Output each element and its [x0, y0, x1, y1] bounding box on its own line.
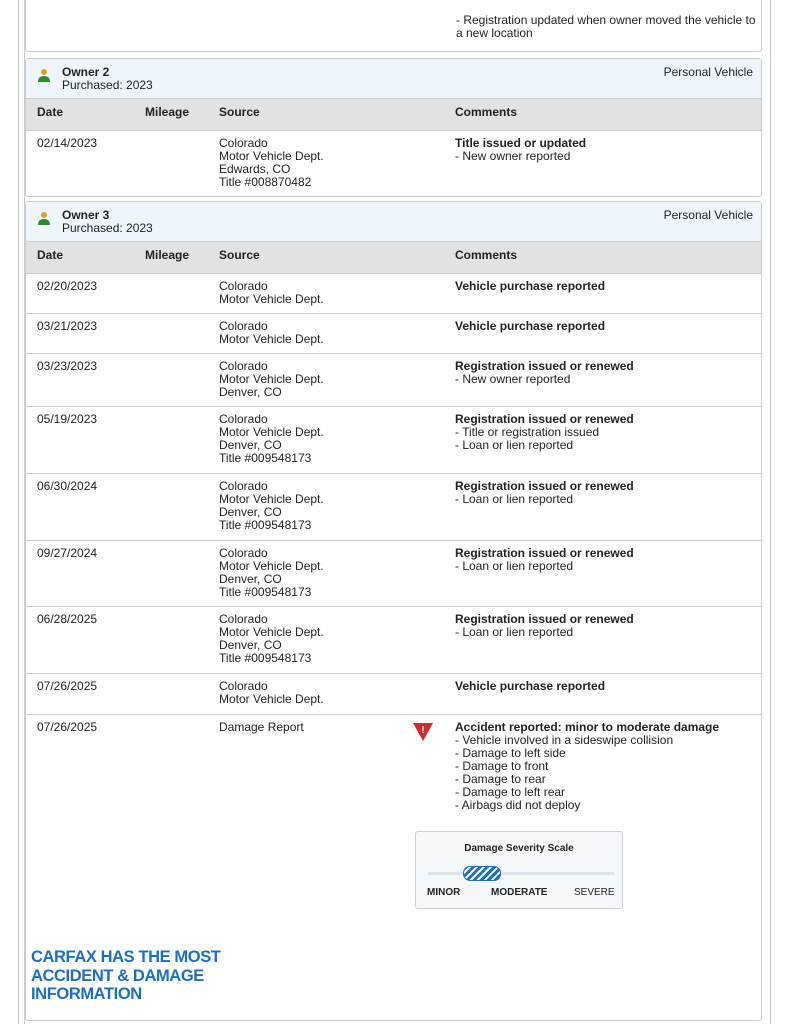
row-comments — [455, 547, 634, 573]
row-source — [219, 137, 324, 189]
table-row — [26, 607, 761, 674]
table-header — [26, 99, 761, 131]
comment-detail: - Loan or lien reported — [455, 559, 574, 573]
table-header — [26, 242, 761, 274]
comment-title: Title issued or updated — [455, 136, 587, 150]
source-line: Motor Vehicle Dept. — [219, 425, 324, 439]
source-line: Colorado — [219, 412, 268, 426]
source-line: Colorado — [219, 612, 268, 626]
previous-owner-card-end — [25, 0, 762, 52]
header-date: Date — [37, 105, 64, 119]
owner-vehicle-type: Personal Vehicle — [663, 208, 753, 222]
row-source — [219, 547, 324, 599]
comment-detail: - Damage to front — [455, 759, 549, 773]
owner-vehicle-type: Personal Vehicle — [663, 65, 753, 79]
comment-title: Vehicle purchase reported — [455, 319, 606, 333]
row-source — [219, 320, 324, 346]
source-line: Title #009548173 — [219, 518, 312, 532]
source-line: Denver, CO — [219, 638, 282, 652]
row-comments — [455, 613, 634, 639]
table-row — [26, 474, 761, 541]
header-comments: Comments — [455, 248, 518, 262]
row-comments — [455, 680, 605, 693]
source-line: Colorado — [219, 136, 268, 150]
header-mileage: Mileage — [145, 105, 190, 119]
comment-title: Registration issued or renewed — [455, 412, 634, 426]
svg-text:!: ! — [421, 725, 425, 736]
row-comments — [455, 360, 634, 386]
comment-title: Registration issued or renewed — [455, 479, 634, 493]
comment-detail: - Loan or lien reported — [455, 492, 574, 506]
person-icon — [37, 68, 51, 82]
previous-comment-detail: - Registration updated when owner moved the vehicle to a new location — [456, 13, 756, 40]
row-comments — [455, 137, 586, 163]
table-row — [26, 407, 761, 474]
table-row — [26, 354, 761, 407]
row-date: 03/23/2023 — [37, 359, 98, 373]
owner-purchased: Purchased: 2023 — [62, 221, 153, 235]
table-row — [26, 674, 761, 715]
comment-detail: - Title or registration issued — [455, 425, 600, 439]
comment-detail: - Damage to left rear — [455, 785, 566, 799]
row-date: 06/30/2024 — [37, 479, 98, 493]
comment-detail: - Airbags did not deploy — [455, 798, 581, 812]
source-line: Motor Vehicle Dept. — [219, 559, 324, 573]
source-line: Colorado — [219, 479, 268, 493]
person-icon — [37, 211, 51, 225]
comment-title: Registration issued or renewed — [455, 546, 634, 560]
comment-detail: - New owner reported — [455, 149, 571, 163]
owner-header — [26, 59, 761, 99]
row-date: 03/21/2023 — [37, 319, 98, 333]
comment-title: Accident reported: minor to moderate damage — [455, 720, 720, 734]
header-date: Date — [37, 248, 64, 262]
row-date: 02/20/2023 — [37, 279, 98, 293]
row-comments — [455, 721, 719, 812]
table-row — [26, 131, 761, 196]
owner-name: Owner 3 — [62, 208, 110, 222]
comment-detail: - Vehicle involved in a sideswipe collision — [455, 733, 674, 747]
row-source — [219, 613, 324, 665]
row-comments — [455, 480, 634, 506]
source-line: Colorado — [219, 679, 268, 693]
source-line: Colorado — [219, 319, 268, 333]
owner-name: Owner 2 — [62, 65, 110, 79]
source-line: Motor Vehicle Dept. — [219, 492, 324, 506]
row-source — [219, 280, 324, 306]
source-line: Colorado — [219, 546, 268, 560]
severity-track — [428, 872, 614, 875]
header-source: Source — [219, 105, 260, 119]
severity-title: Damage Severity Scale — [464, 843, 574, 854]
table-row — [26, 274, 761, 314]
source-line: Denver, CO — [219, 572, 282, 586]
source-line: Colorado — [219, 279, 268, 293]
damage-severity-scale — [415, 831, 623, 909]
severity-label-minor: MINOR — [427, 887, 461, 898]
row-date: 05/19/2023 — [37, 412, 98, 426]
source-line: Motor Vehicle Dept. — [219, 292, 324, 306]
owner-purchased: Purchased: 2023 — [62, 78, 153, 92]
row-date: 07/26/2025 — [37, 679, 98, 693]
row-date: 09/27/2024 — [37, 546, 98, 560]
source-line: Edwards, CO — [219, 162, 291, 176]
comment-detail: - Damage to rear — [455, 772, 546, 786]
comment-detail: - Loan or lien reported — [455, 438, 574, 452]
header-comments: Comments — [455, 105, 518, 119]
owner-2-card — [25, 58, 762, 197]
comment-detail: - Loan or lien reported — [455, 625, 574, 639]
owner-3-rows — [26, 274, 761, 1033]
row-comments — [455, 280, 605, 293]
source-line: Denver, CO — [219, 385, 282, 399]
header-mileage: Mileage — [145, 248, 190, 262]
right-border-line — [770, 0, 771, 1024]
source-line: Motor Vehicle Dept. — [219, 625, 324, 639]
comment-detail: - New owner reported — [455, 372, 571, 386]
source-line: Motor Vehicle Dept. — [219, 332, 324, 346]
row-source — [219, 413, 324, 465]
table-row — [26, 541, 761, 607]
left-border-line — [18, 0, 19, 1024]
promo-headline: CARFAX HAS THE MOST ACCIDENT & DAMAGE INFORMATION — [31, 948, 221, 1003]
comment-title: Vehicle purchase reported — [455, 679, 606, 693]
comment-title: Registration issued or renewed — [455, 612, 634, 626]
source-line: Colorado — [219, 359, 268, 373]
source-line: Motor Vehicle Dept. — [219, 692, 324, 706]
source-line: Title #009548173 — [219, 585, 312, 599]
severity-indicator — [463, 866, 501, 881]
row-source — [219, 680, 324, 706]
row-source — [219, 480, 324, 532]
row-date: 07/26/2025 — [37, 720, 98, 734]
source-line: Title #009548173 — [219, 451, 312, 465]
comment-title: Registration issued or renewed — [455, 359, 634, 373]
source-line: Damage Report — [219, 720, 304, 734]
row-source — [219, 360, 324, 399]
header-source: Source — [219, 248, 260, 262]
severity-label-severe: SEVERE — [574, 887, 615, 898]
source-line: Title #008870482 — [219, 175, 312, 189]
table-row — [26, 314, 761, 354]
comment-title: Vehicle purchase reported — [455, 279, 606, 293]
owner-header — [26, 202, 761, 242]
owner-3-card — [25, 201, 762, 1021]
source-line: Denver, CO — [219, 438, 282, 452]
severity-label-moderate: MODERATE — [491, 887, 548, 898]
row-comments — [455, 413, 634, 452]
warning-triangle-icon — [412, 722, 434, 742]
row-comments — [455, 320, 605, 333]
row-source — [219, 721, 304, 734]
row-date: 06/28/2025 — [37, 612, 98, 626]
source-line: Motor Vehicle Dept. — [219, 149, 324, 163]
source-line: Denver, CO — [219, 505, 282, 519]
comment-detail: - Damage to left side — [455, 746, 566, 760]
source-line: Motor Vehicle Dept. — [219, 372, 324, 386]
source-line: Title #009548173 — [219, 651, 312, 665]
row-date: 02/14/2023 — [37, 136, 98, 150]
